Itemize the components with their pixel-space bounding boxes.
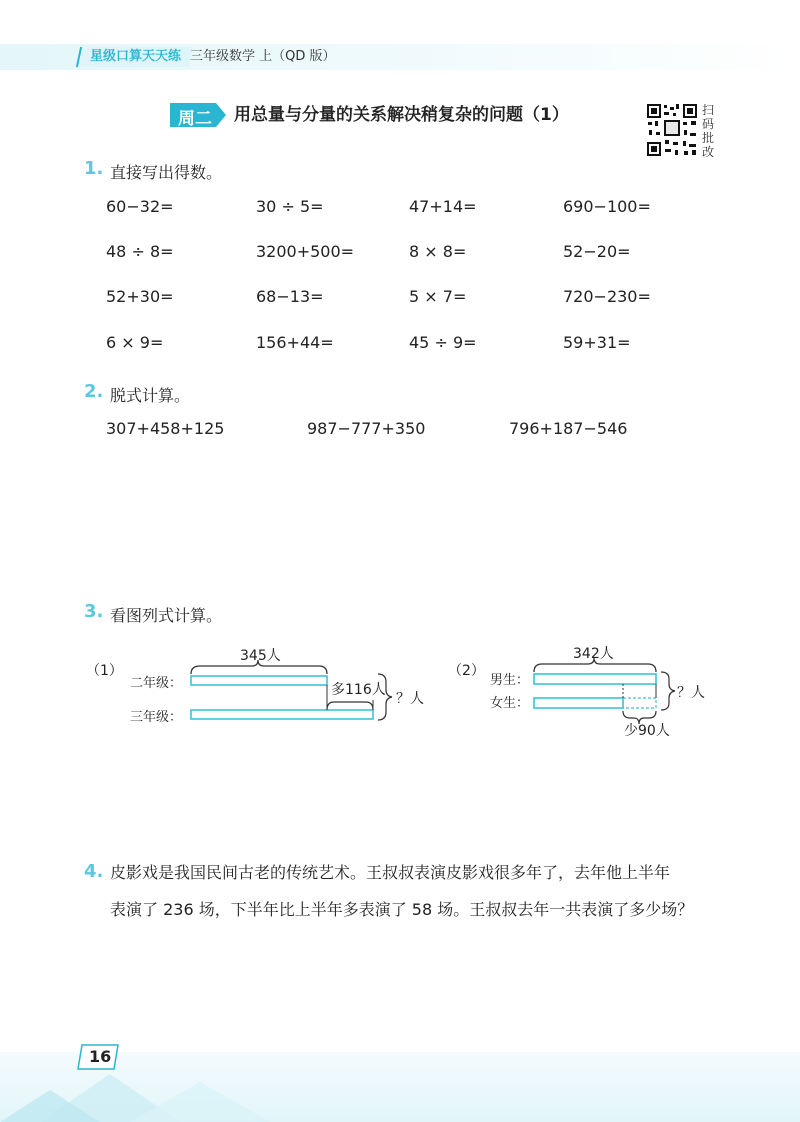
q1-cell: 30 ÷ 5= [256, 197, 324, 216]
qr-label-char: 改 [702, 145, 715, 159]
diagram2-bar-boys [534, 674, 656, 684]
q4-line1: 皮影戏是我国民间古老的传统艺术。王叔叔表演皮影戏很多年了，去年他上半年 [110, 863, 671, 882]
diagram2-row2-label: 女生： [490, 696, 530, 711]
diagram1-row1-label: 二年级： [130, 676, 183, 691]
q1-cell: 690−100= [563, 197, 651, 216]
qr-label-char: 扫 [702, 103, 715, 117]
q3-number: 3. [84, 601, 104, 622]
q1-cell: 3200+500= [256, 242, 355, 261]
q1-cell: 60−32= [106, 197, 174, 216]
diagram1-extra-label: 多116人 [331, 682, 386, 698]
diagram2-label: （2） [448, 663, 485, 679]
diagram2-row1-label: 男生： [490, 673, 530, 688]
q2-expression: 307+458+125 [106, 419, 225, 438]
q1-cell: 52+30= [106, 287, 174, 306]
q3-prompt: 看图列式计算。 [110, 606, 223, 625]
footer-decoration [0, 1052, 800, 1122]
q2-expression: 796+187−546 [509, 419, 628, 438]
q4-number: 4. [84, 861, 104, 882]
q1-cell: 156+44= [256, 333, 334, 352]
q1-cell: 59+31= [563, 333, 631, 352]
book-title: 三年级数学 上（QD 版） [190, 49, 336, 64]
lesson-title: 用总量与分量的关系解决稍复杂的问题（1） [234, 105, 569, 125]
q4-line2: 表演了 236 场，下半年比上半年多表演了 58 场。王叔叔去年一共表演了多少场？ [110, 900, 694, 919]
q1-prompt: 直接写出得数。 [110, 163, 223, 182]
q1-cell: 52−20= [563, 242, 631, 261]
diagram2-bar-girls-missing [623, 698, 656, 708]
q1-cell: 47+14= [409, 197, 477, 216]
q1-cell: 48 ÷ 8= [106, 242, 174, 261]
diagram1-unknown-label: ？人 [396, 691, 424, 707]
diagram2-total-label: 342人 [573, 646, 614, 662]
q1-cell: 8 × 8= [409, 242, 467, 261]
diagram1-row2-label: 三年级： [130, 710, 183, 725]
diagram2-unknown-label: ？人 [677, 685, 705, 701]
q1-cell: 720−230= [563, 287, 651, 306]
q1-cell: 6 × 9= [106, 333, 164, 352]
diagram2-bar-girls [534, 698, 623, 708]
page-number-text: 16 [89, 1047, 112, 1066]
footer-band [0, 1052, 800, 1122]
qr-label-char: 批 [702, 131, 715, 145]
diagram1-total-label: 345人 [240, 648, 281, 664]
q2-prompt: 脱式计算。 [110, 386, 191, 405]
q2-expression: 987−777+350 [307, 419, 426, 438]
day-label: 周二 [178, 109, 212, 129]
q1-cell: 45 ÷ 9= [409, 333, 477, 352]
page-number [76, 1043, 120, 1071]
qr-label-char: 码 [702, 117, 715, 131]
diagram1-label: （1） [86, 663, 123, 679]
diagram2-less-label: 少90人 [624, 723, 670, 739]
q1-cell: 68−13= [256, 287, 324, 306]
series-name: 星级口算天天练 [90, 49, 182, 64]
q1-number: 1. [84, 158, 104, 179]
q2-number: 2. [84, 381, 104, 402]
q1-cell: 5 × 7= [409, 287, 467, 306]
